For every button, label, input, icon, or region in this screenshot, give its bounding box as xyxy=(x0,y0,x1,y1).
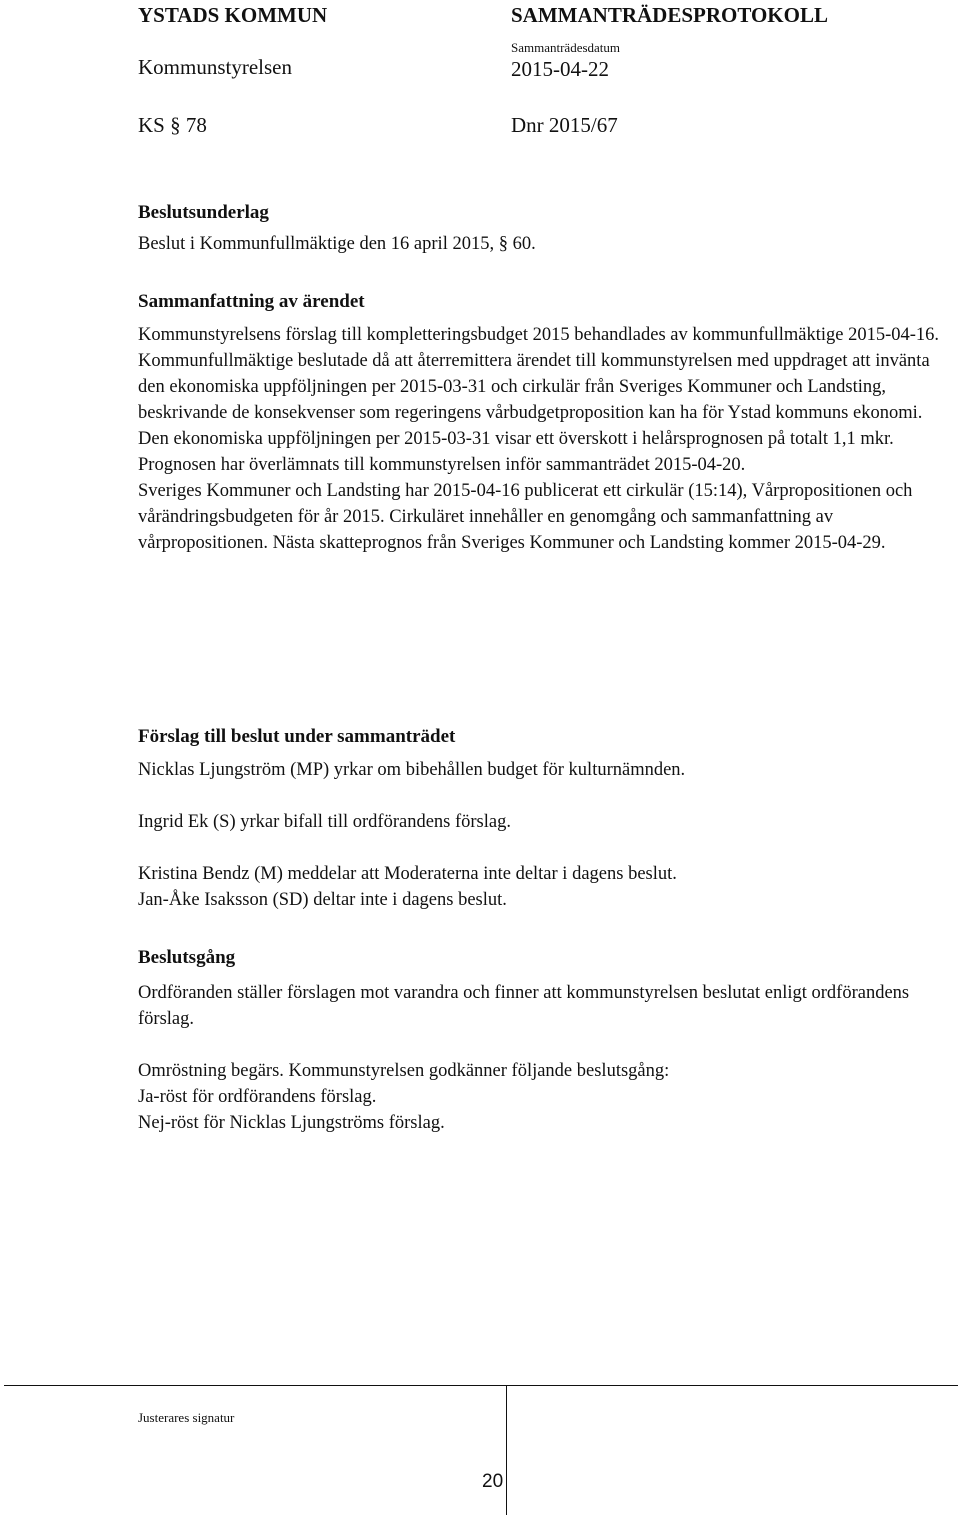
beslutsgang-line: Omröstning begärs. Kommunstyrelsen godkänner följande beslutsgång: xyxy=(138,1061,670,1081)
beslutsgang-line: Ja-röst för ordförandens förslag. xyxy=(138,1087,377,1107)
meeting-date: 2015-04-22 xyxy=(511,57,609,81)
beslutsgang-paragraph: Ordföranden ställer förslagen mot varandra och finner att kommunstyrelsen beslutat enligt ordförandens förslag. xyxy=(138,983,910,1029)
forslag-line: Nicklas Ljungström (MP) yrkar om bibehållen budget för kulturnämnden. xyxy=(138,760,686,780)
beslutsgang-line: Nej-röst för Nicklas Ljungströms förslag. xyxy=(138,1113,445,1133)
footer-rule xyxy=(4,1385,958,1386)
sammanfattning-paragraph: Den ekonomiska uppföljningen per 2015-03-31 visar ett överskott i helårsprognosen på totalt 1,1 mkr. Prognosen har överlämnats till kommunstyrelsen inför sammanträdet 2015-04-20. xyxy=(138,429,894,475)
beslutsunderlag-text: Beslut i Kommunfullmäktige den 16 april 2015, § 60. xyxy=(138,234,536,254)
body-name: Kommunstyrelsen xyxy=(138,55,292,79)
sammanfattning-body xyxy=(138,322,948,556)
section-title-beslutsgang: Beslutsgång xyxy=(138,947,236,968)
paragraph-number: KS § 78 xyxy=(138,113,207,137)
page-number: 20 xyxy=(482,1471,504,1492)
forslag-line: Kristina Bendz (M) meddelar att Moderaterna inte deltar i dagens beslut. xyxy=(138,864,677,884)
section-title-beslutsunderlag: Beslutsunderlag xyxy=(138,202,269,223)
sammanfattning-paragraph: Sveriges Kommuner och Landsting har 2015-04-16 publicerat ett cirkulär (15:14), Vårpropositionen och vårändringsbudgeten för år 2015. Cirkuläret innehåller en genomgång och sammanfattning av vårpropositionen. Nästa skatteprognos från Sveriges Kommuner och Landsting kommer 2015-04-29. xyxy=(138,481,913,553)
document-type: SAMMANTRÄDESPROTOKOLL xyxy=(511,3,828,27)
signature-label: Justerares signatur xyxy=(138,1410,235,1425)
forslag-line: Ingrid Ek (S) yrkar bifall till ordförandens förslag. xyxy=(138,812,511,832)
forslag-line: Jan-Åke Isaksson (SD) deltar inte i dagens beslut. xyxy=(138,890,507,910)
diary-number: Dnr 2015/67 xyxy=(511,113,618,137)
section-title-sammanfattning: Sammanfattning av ärendet xyxy=(138,291,365,312)
organization-name: YSTADS KOMMUN xyxy=(138,3,328,27)
date-label: Sammanträdesdatum xyxy=(511,40,621,55)
sammanfattning-paragraph: Kommunstyrelsens förslag till kompletteringsbudget 2015 behandlades av kommunfullmäktige 2015-04-16. Kommunfullmäktige beslutade då att återremittera ärendet till kommunstyrelsen med uppdraget att invänta den ekonomiska uppföljningen per 2015-03-31 och cirkulär från Sveriges Kommuner och Landsting, beskrivande de konsekvenser som regeringens vårbudgetproposition kan ha för Ystad kommuns ekonomi. xyxy=(138,325,940,423)
footer-divider xyxy=(506,1385,507,1515)
section-title-forslag: Förslag till beslut under sammanträdet xyxy=(138,726,456,747)
